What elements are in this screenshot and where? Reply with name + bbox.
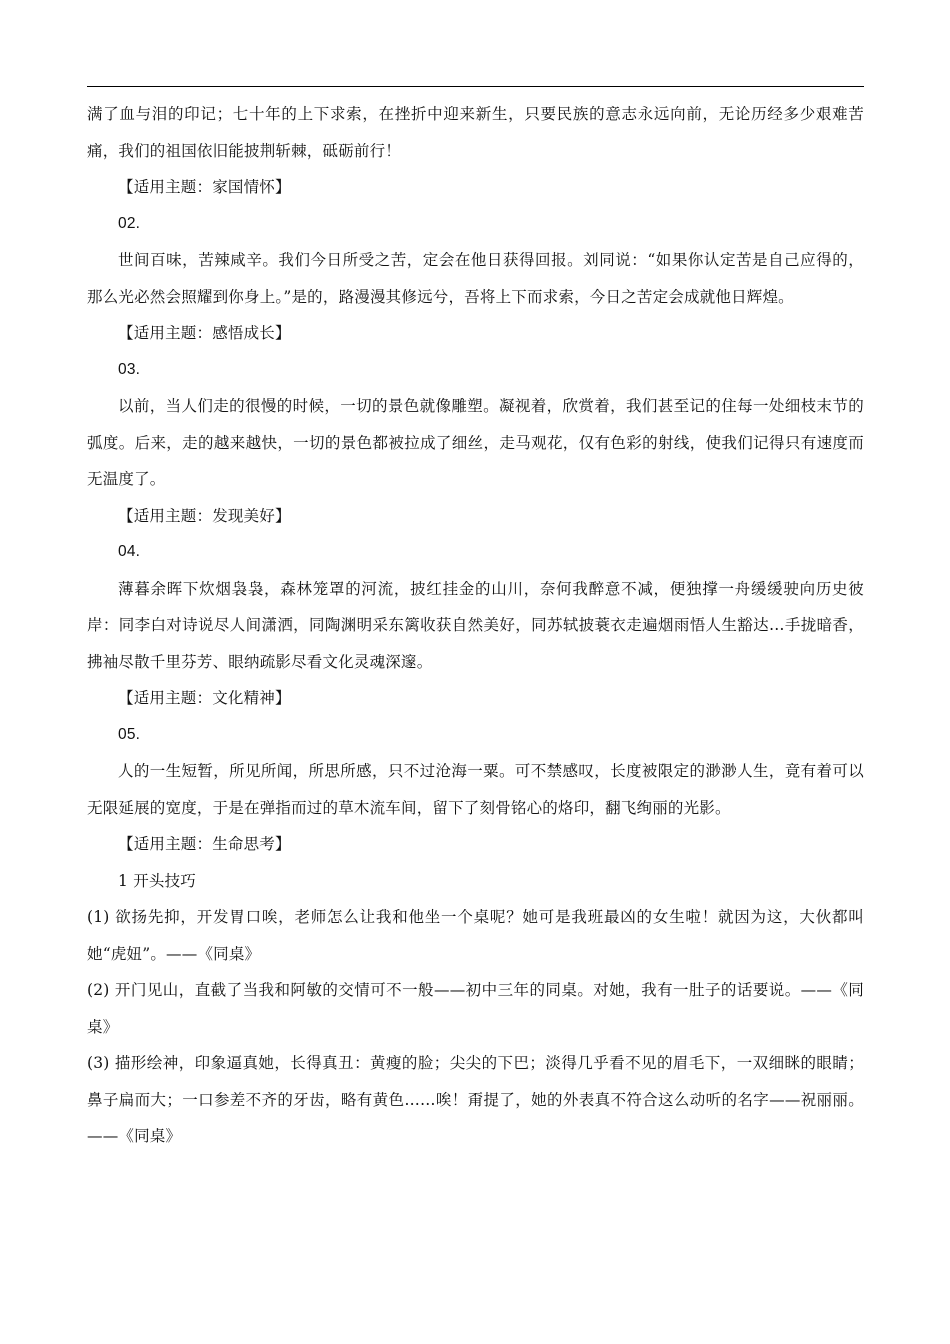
paragraph: 以前，当人们走的很慢的时候，一切的景色就像雕塑。凝视着，欣赏着，我们甚至记的住每一处细枝末节的弧度。后来，走的越来越快，一切的景色都被拉成了细丝，走马观花，仅有色彩的射线，使我们记得只有速度而无温度了。 (87, 397, 864, 488)
technique-item: (2) 开门见山，直截了当我和阿敏的交情可不一般——初中三年的同桌。对她，我有一肚子的话要说。——《同桌》 (87, 981, 864, 1036)
paragraph: 人的一生短暂，所见所闻，所思所感，只不过沧海一粟。可不禁感叹，长度被限定的渺渺人生，竟有着可以无限延展的宽度，于是在弹指而过的草木流车间，留下了刻骨铭心的烙印，翻飞绚丽的光影。 (87, 762, 864, 817)
theme-tag: 【适用主题：家国情怀】 (118, 178, 291, 196)
item-number: 02. (118, 214, 141, 232)
header-rule (87, 86, 864, 87)
document-body (87, 96, 864, 1155)
technique-item: (1) 欲扬先抑，开发胃口唉，老师怎么让我和他坐一个桌呢？她可是我班最凶的女生啦！就因为这，大伙都叫她“虎妞”。——《同桌》 (87, 908, 864, 963)
theme-tag: 【适用主题：发现美好】 (118, 506, 291, 525)
item-number: 05. (118, 725, 141, 743)
paragraph: 薄暮余晖下炊烟袅袅，森林笼罩的河流，披红挂金的山川，奈何我醉意不减，便独撑一舟缓缓驶向历史彼岸：同李白对诗说尽人间潇洒，同陶渊明采东篱收获自然美好，同苏轼披蓑衣走遍烟雨悟人生豁达…手拢暗香，拂袖尽散千里芬芳、眼纳疏影尽看文化灵魂深邃。 (87, 579, 864, 671)
item-number: 04. (118, 543, 141, 560)
theme-tag: 【适用主题：生命思考】 (118, 835, 291, 853)
theme-tag: 【适用主题：感悟成长】 (118, 324, 291, 342)
theme-tag: 【适用主题：文化精神】 (118, 689, 291, 707)
paragraph: 世间百味，苦辣咸辛。我们今日所受之苦，定会在他日获得回报。刘同说：“如果你认定苦是自己应得的，那么光必然会照耀到你身上。”是的，路漫漫其修远兮，吾将上下而求索，今日之苦定会成就他日辉煌。 (87, 251, 864, 306)
technique-item: (3) 描形绘神，印象逼真她，长得真丑：黄瘦的脸；尖尖的下巴；淡得几乎看不见的眉毛下，一双细眯的眼睛；鼻子扁而大；一口参差不齐的牙齿，略有黄色……唉！甭提了，她的外表真不符合这么动听的名字——祝丽丽。——《同桌》 (87, 1054, 864, 1145)
paragraph-continued: 满了血与泪的印记；七十年的上下求索，在挫折中迎来新生，只要民族的意志永远向前，无论历经多少艰难苦痛，我们的祖国依旧能披荆斩棘，砥砺前行！ (87, 105, 864, 160)
item-number: 03. (118, 360, 141, 378)
section-heading: 1 开头技巧 (118, 871, 196, 890)
